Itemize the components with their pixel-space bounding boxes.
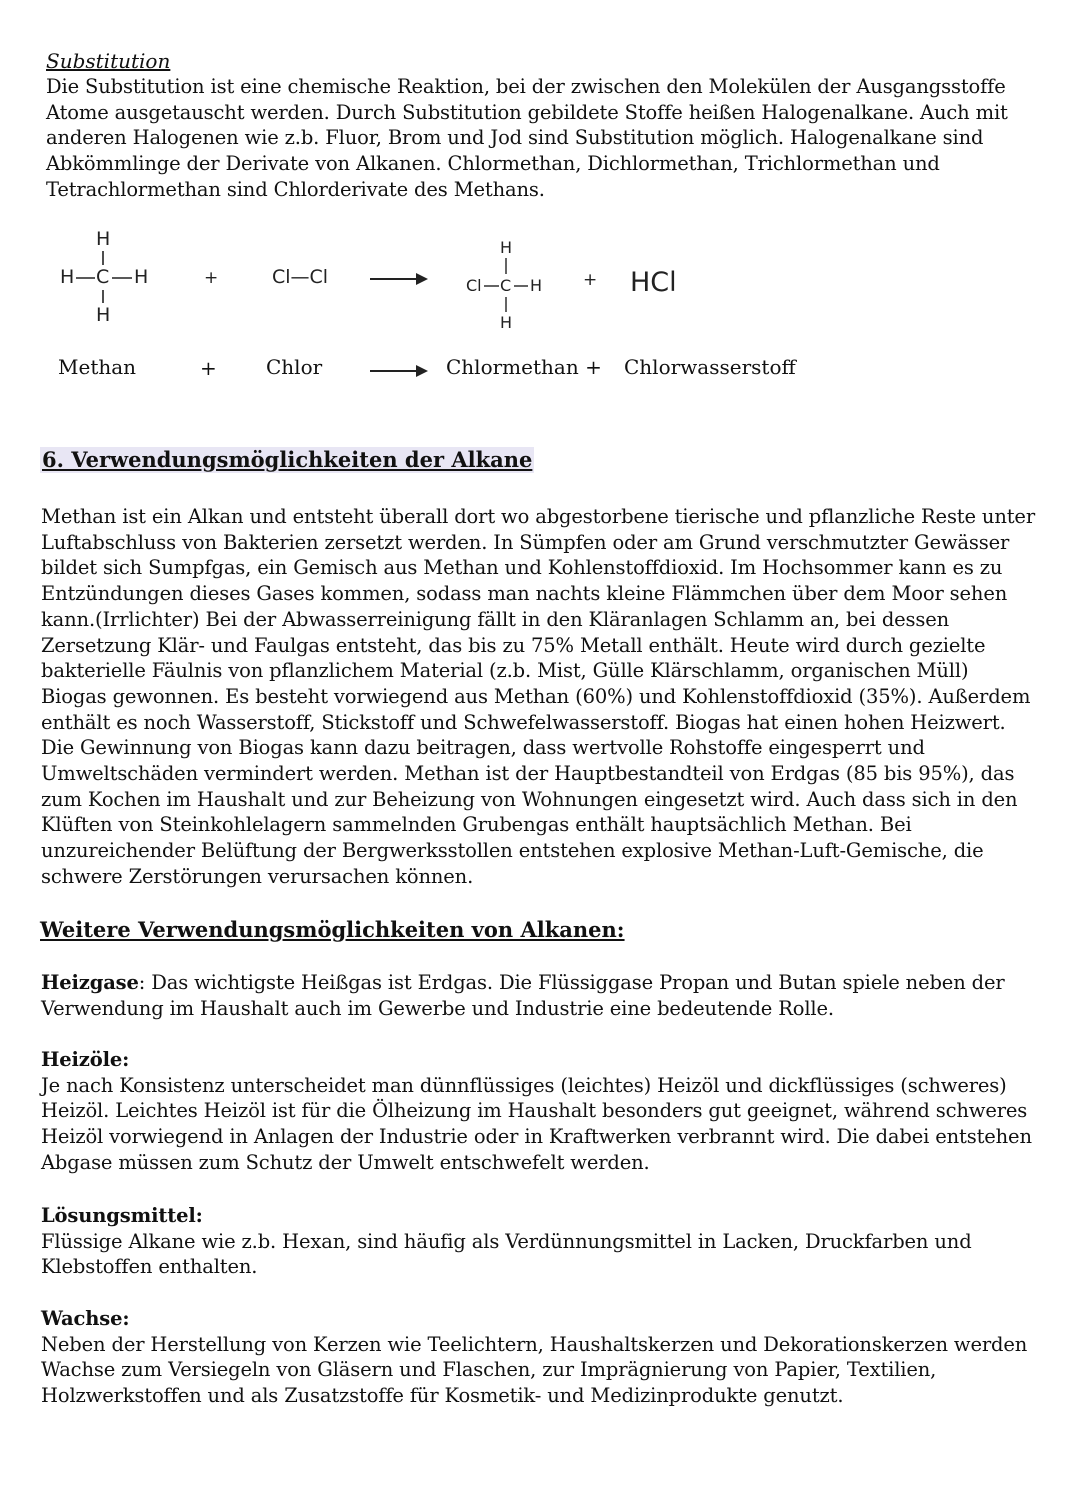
section-6-heading: 6. Verwendungsmöglichkeiten der Alkane bbox=[42, 447, 533, 472]
name-methane: Methan bbox=[58, 355, 137, 379]
loesungsmittel-text: Flüssige Alkane wie z.b. Hexan, sind häufig als Verdünnungsmittel in Lacken, Druckfarben und Klebstoffen enthalten. bbox=[41, 1229, 972, 1279]
chloromethane-top-h: H bbox=[500, 238, 513, 257]
loesungsmittel-label: Lösungsmittel: bbox=[41, 1204, 203, 1227]
loesungsmittel-block bbox=[41, 1203, 1036, 1280]
hcl-formula: HCl bbox=[630, 267, 677, 298]
methane-right-h: H bbox=[134, 266, 149, 288]
bond-lines bbox=[0, 0, 1080, 400]
chloromethane-right-h: H bbox=[530, 276, 543, 295]
methane-bottom-h: H bbox=[96, 304, 111, 326]
names-arrow-icon bbox=[370, 364, 430, 378]
name-hcl: Chlorwasserstoff bbox=[624, 355, 796, 379]
plus-sign-2: + bbox=[583, 270, 598, 290]
heizoele-block bbox=[41, 1047, 1036, 1176]
wachse-block bbox=[41, 1306, 1036, 1409]
heizoele-label: Heizöle: bbox=[41, 1048, 130, 1071]
methane-left-h: H bbox=[60, 266, 75, 288]
plus-sign-1: + bbox=[204, 268, 219, 288]
name-chloromethane: Chlormethan + bbox=[446, 355, 602, 379]
chloromethane-center-c: C bbox=[500, 276, 512, 295]
methane-center-c: C bbox=[96, 266, 110, 288]
section-6-body bbox=[41, 504, 1036, 890]
name-plus: + bbox=[200, 356, 217, 380]
wachse-label: Wachse: bbox=[41, 1307, 130, 1330]
chlorine-molecule: Cl—Cl bbox=[272, 266, 329, 288]
reaction-arrow-icon bbox=[370, 272, 430, 286]
substitution-text: Die Substitution ist eine chemische Reaktion, bei der zwischen den Molekülen der Ausgangsstoffe Atome ausgetauscht werden. Durch Substitution gebildete Stoffe heißen Halogenalkane. Auch mit anderen Halogenen wie z.b. Fluor, Brom und Jod sind Substitution möglich. Halogenalkane sind Abkömmlinge der Derivate von Alkanen. Chlormethan, Dichlormethan, Trichlormethan und Tetrachlormethan sind Chlorderivate des Methans. bbox=[46, 75, 1008, 201]
further-uses-heading: Weitere Verwendungsmöglichkeiten von Alkanen: bbox=[40, 917, 625, 942]
chloromethane-left-cl: Cl bbox=[466, 276, 482, 295]
substitution-title: Substitution bbox=[46, 49, 171, 73]
heizgase-block bbox=[41, 970, 1036, 1021]
heizoele-text: Je nach Konsistenz unterscheidet man dünnflüssiges (leichtes) Heizöl und dickflüssiges (schweres) Heizöl. Leichtes Heizöl ist für die Ölheizung im Haushalt besonders gut geeignet, während schweres Heizöl vorwiegend in Anlagen der Industrie oder in Kraftwerken verbrannt wird. Die dabei entstehen Abgase müssen zum Schutz der Umwelt entschwefelt werden. bbox=[41, 1073, 1032, 1174]
section-6-text: Methan ist ein Alkan und entsteht überall dort wo abgestorbene tierische und pflanzliche Reste unter Luftabschluss von Bakterien zersetzt werden. In Sümpfen oder am Grund verschmutzter Gewässer bildet sich Sumpfgas, ein Gemisch aus Methan und Kohlenstoffdioxid. Im Hochsommer kann es zu Entzündungen dieses Gases kommen, sodass man nachts kleine Flämmchen über dem Moor sehen kann.(Irrlichter) Bei der Abwasserreinigung fällt in den Kläranlagen Schlamm an, bei dessen Zersetzung Klär- und Faulgas entsteht, das bis zu 75% Metall enthält. Heute wird durch gezielte bakterielle Fäulnis von pflanzlichem Material (z.b. Mist, Gülle Klärschlamm, organischen Müll) Biogas gewonnen. Es besteht vorwiegend aus Methan (60%) und Kohlenstoffdioxid (35%). Außerdem enthält es noch Wasserstoff, Stickstoff und Schwefelwasserstoff. Biogas hat einen hohen Heizwert. Die Gewinnung von Biogas kann dazu beitragen, dass wertvolle Rohstoffe eingesperrt und Umweltschäden vermindert werden. Methan ist der Hauptbestandteil von Erdgas (85 bis 95%), das zum Kochen im Haushalt und zur Beheizung von Wohnungen eingesetzt wird. Auch dass sich in den Klüften von Steinkohlelagern sammelnden Grubengas enthält hauptsächlich Methan. Bei unzureichender Belüftung der Bergwerksstollen entstehen explosive Methan-Luft-Gemische, die schwere Zerstörungen verursachen können. bbox=[41, 505, 1035, 888]
heizgase-label: Heizgase bbox=[41, 971, 139, 994]
name-chlorine: Chlor bbox=[266, 355, 323, 379]
wachse-text: Neben der Herstellung von Kerzen wie Teelichtern, Haushaltskerzen und Dekorationskerzen werden Wachse zum Versiegeln von Gläsern und Flaschen, zur Imprägnierung von Papier, Textilien, Holzwerkstoffen und als Zusatzstoffe für Kosmetik- und Medizinprodukte genutzt. bbox=[41, 1332, 1028, 1408]
chloromethane-bottom-h: H bbox=[500, 313, 513, 332]
heizgase-text: : Das wichtigste Heißgas ist Erdgas. Die Flüssiggase Propan und Butan spiele neben der Verwendung im Haushalt auch im Gewerbe und Industrie eine bedeutende Rolle. bbox=[41, 971, 1005, 1020]
methane-top-h: H bbox=[96, 228, 111, 250]
